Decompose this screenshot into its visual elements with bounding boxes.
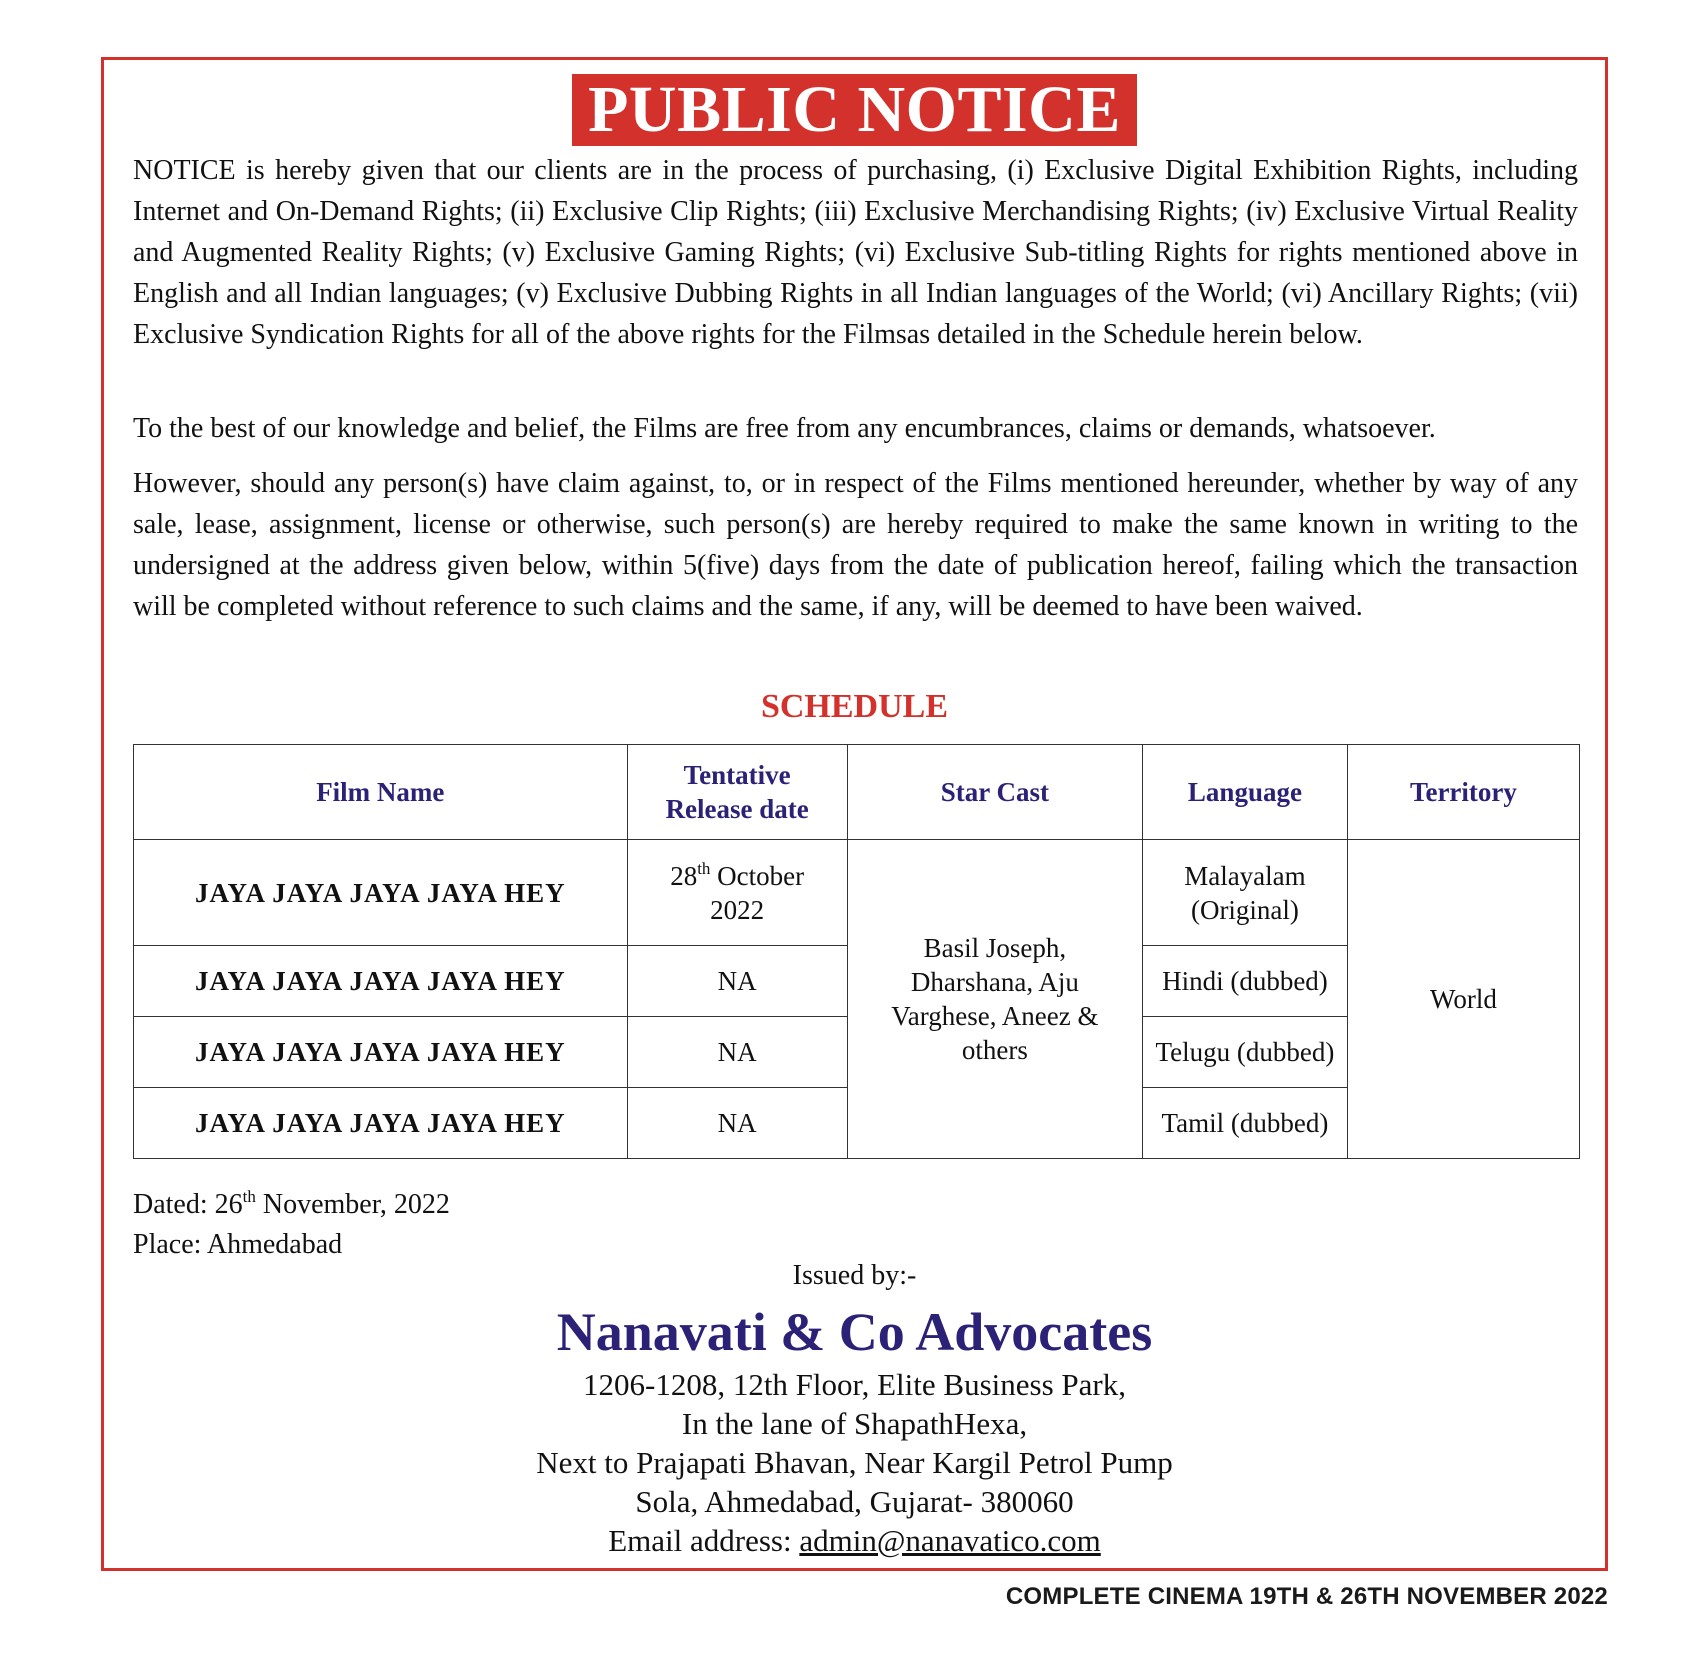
release-date-cell [627, 840, 847, 946]
release-date-cell: NA [627, 1017, 847, 1088]
language-cell [1143, 840, 1348, 946]
firm-address [104, 1365, 1605, 1560]
header-film-name: Film Name [134, 745, 628, 840]
star-cast-line: others [961, 1035, 1028, 1065]
dated-prefix: Dated: 26 [133, 1189, 243, 1220]
star-cast-line: Varghese, Aneez & [891, 1001, 1099, 1031]
table-header-row [134, 745, 1580, 840]
release-date-cell: NA [627, 946, 847, 1017]
dated-suffix: th [242, 1186, 256, 1206]
table-row [134, 840, 1580, 946]
email-line [104, 1521, 1605, 1560]
film-name-cell: JAYA JAYA JAYA JAYA HEY [134, 1017, 628, 1088]
place-line: Place: Ahmedabad [133, 1229, 343, 1260]
header-territory: Territory [1347, 745, 1579, 840]
language-cell: Telugu (dubbed) [1143, 1017, 1348, 1088]
address-line-3: Next to Prajapati Bhavan, Near Kargil Petrol Pump [536, 1445, 1173, 1480]
schedule-heading: SCHEDULE [760, 688, 949, 725]
header-release-date [627, 745, 847, 840]
address-line-4: Sola, Ahmedabad, Gujarat- 380060 [635, 1484, 1074, 1519]
page-title: PUBLIC NOTICE [572, 74, 1137, 146]
notice-paragraph-1: NOTICE is hereby given that our clients are in the process of purchasing, (i) Exclusive Digital Exhibition Rights, including Internet and On-Demand Rights; (ii) Exclusive Clip Rights; (iii) Exclusive Merchandising Rights; (iv) Exclusive Virtual Reality and Augmented Reality Rights; (v) Exclusive Gaming Rights; (vi) Exclusive Sub-titling Rights for rights mentioned above in English and all Indian languages; (v) Exclusive Dubbing Rights in all Indian languages of the World; (vi) Ancillary Rights; (vii) Exclusive Syndication Rights for all of the above rights for the Filmsas detailed in the Schedule herein below. [133, 155, 1578, 350]
release-day: 28 [670, 860, 698, 891]
film-name-cell: JAYA JAYA JAYA JAYA HEY [134, 1088, 628, 1159]
header-release-line1: Tentative [683, 760, 791, 790]
release-day-suffix: th [697, 858, 711, 878]
notice-paragraph-2: To the best of our knowledge and belief, the Films are free from any encumbrances, claims or demands, whatsoever. [133, 413, 1436, 444]
film-name-cell: JAYA JAYA JAYA JAYA HEY [134, 840, 628, 946]
email-link[interactable]: admin@nanavatico.com [799, 1523, 1101, 1558]
address-line-2: In the lane of ShapathHexa, [681, 1406, 1028, 1441]
film-name-cell: JAYA JAYA JAYA JAYA HEY [134, 946, 628, 1017]
title-wrap [104, 74, 1605, 146]
release-month: October [710, 860, 805, 891]
firm-name: Nanavati & Co Advocates [556, 1302, 1153, 1362]
header-language: Language [1143, 745, 1348, 840]
schedule-table [133, 744, 1580, 1159]
notice-paragraph-3: However, should any person(s) have claim against, to, or in respect of the Films mentioned hereunder, whether by way of any sale, lease, assignment, license or otherwise, such person(s) are hereby required to make the same known in writing to the undersigned at the address given below, within 5(five) days from the date of publication hereof, failing which the transaction will be completed without reference to such claims and the same, if any, will be deemed to have been waived. [133, 468, 1578, 622]
email-label: Email address: [608, 1523, 800, 1558]
notice-frame [101, 57, 1608, 1571]
issued-by-label: Issued by:- [792, 1260, 917, 1291]
territory-cell: World [1347, 840, 1579, 1159]
release-date-cell: NA [627, 1088, 847, 1159]
dated-rest: November, 2022 [255, 1189, 450, 1220]
star-cast-cell [847, 840, 1142, 1159]
dated-line [133, 1185, 450, 1225]
publication-footer: COMPLETE CINEMA 19TH & 26TH NOVEMBER 2022 [1005, 1583, 1608, 1610]
language-cell: Hindi (dubbed) [1143, 946, 1348, 1017]
address-line-1: 1206-1208, 12th Floor, Elite Business Park, [583, 1367, 1126, 1402]
language-line1: Malayalam [1184, 860, 1306, 891]
star-cast-line: Basil Joseph, [923, 933, 1067, 963]
release-year: 2022 [710, 894, 765, 925]
star-cast-line: Dharshana, Aju [910, 967, 1079, 997]
header-release-line2: Release date [665, 794, 809, 824]
language-line2: (Original) [1190, 894, 1299, 925]
header-star-cast: Star Cast [847, 745, 1142, 840]
language-cell: Tamil (dubbed) [1143, 1088, 1348, 1159]
